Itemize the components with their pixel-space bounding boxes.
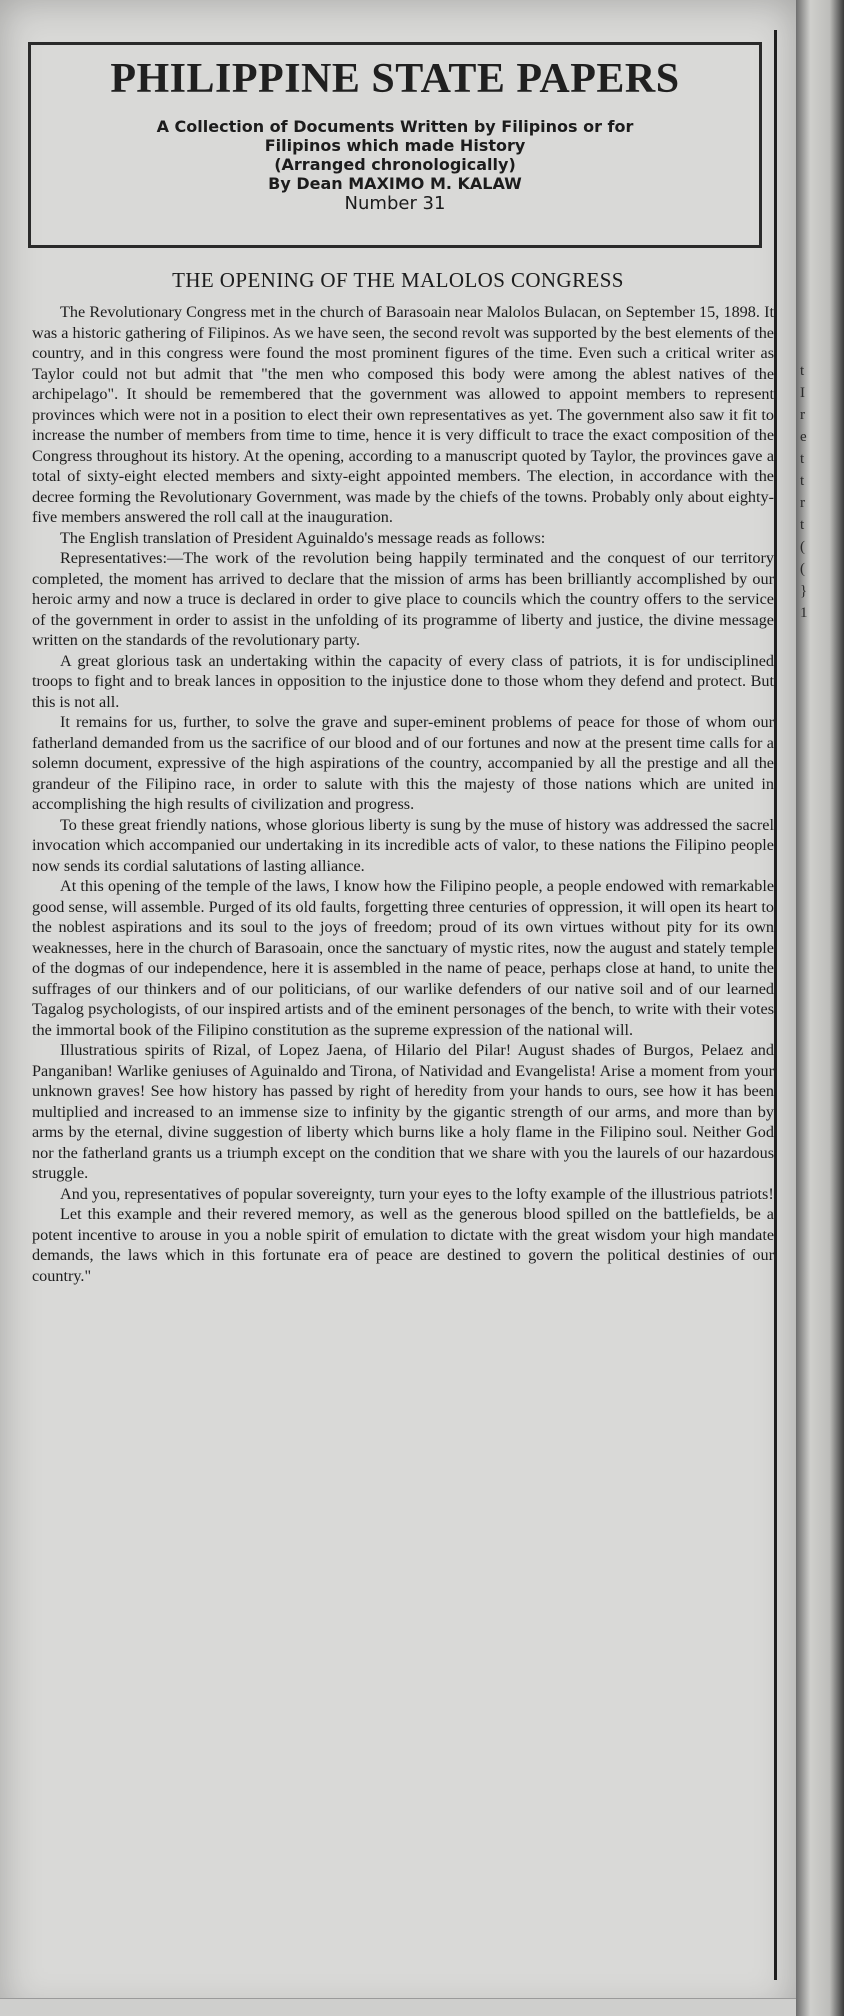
edge-letter: r (800, 407, 805, 423)
paragraph: A great glorious task an undertaking within the capacity of every class of patriots, it is for undisciplined troops to fight and to break lances in opposition to the injustice done to those whom they defend and protect. But this is not all. (32, 651, 774, 711)
paragraph: Representatives:—The work of the revolution being happily terminated and the conquest of our territory completed, the moment has arrived to declare that the mission of arms has been brilliantly accomplished by our heroic army and now a truce is declared in order to give place to councils which the country offers to the service of the government in order to assist in the unfolding of its programme of liberty and justice, the divine message written on the standards of the revolutionary party. (32, 549, 774, 649)
edge-letter: t (800, 517, 805, 533)
series-subtitle-line2: Filipinos which made History (264, 136, 526, 155)
series-subtitle-line1: A Collection of Documents Written by Filipinos or for (156, 117, 634, 136)
edge-letter: I (800, 385, 805, 401)
edge-letter: r (800, 495, 805, 511)
edge-letter: t (800, 451, 805, 467)
paragraph: Let this example and their revered memory, as well as the generous blood spilled on the battlefields, be a potent incentive to arouse in you a noble spirit of emulation to dictate with the great wisdom your high mandate demands, the laws which in this fortunate era of peace are destined to govern the political destinies of our country." (32, 1205, 774, 1285)
paragraph: To these great friendly nations, whose glorious liberty is sung by the muse of history was addressed the sacrel invocation which accompanied our undertaking in its incredible acts of valor, to these nations the Filipino people now sends its cordial salutations of lasting alliance. (32, 815, 774, 875)
adjacent-column-fragments (800, 360, 820, 624)
author-line: By Dean MAXIMO M. KALAW (268, 174, 522, 193)
edge-letter: ( (800, 539, 805, 555)
edge-letter: e (800, 429, 807, 445)
edge-letter: 1 (800, 605, 808, 621)
paragraph: The English translation of President Aguinaldo's message reads as follows: (60, 528, 546, 547)
edge-letter: ( (800, 561, 805, 577)
edge-letter: t (800, 473, 805, 489)
edge-letter: } (800, 583, 808, 599)
edge-letter: t (800, 363, 805, 379)
series-subtitle-line3: (Arranged chronologically) (274, 155, 516, 174)
issue-number: Number 31 (344, 193, 446, 214)
header-box (28, 42, 762, 248)
series-title: PHILIPPINE STATE PAPERS (110, 56, 680, 102)
paragraph: At this opening of the temple of the laws, I know how the Filipino people, a people endowed with remarkable good sense, will assemble. Purged of its old faults, forgetting three centuries of oppression, it will open its heart to the noblest aspirations and its soul to the joys of freedom; proud of its own virtues without pity for its own weaknesses, here in the church of Barasoain, once the sanctuary of mystic rites, now the august and stately temple of the dogmas of our independence, here it is assembled in the name of peace, perhaps close at hand, to unite the suffrages of our thinkers and of our politicians, of our warlike defenders of our native soil and of our learned Tagalog psychologists, of our inspired artists and of the eminent personages of the bench, to write with their votes the immortal book of the Filipino constitution as the supreme expression of the national will. (32, 877, 774, 1039)
paragraph: Illustratious spirits of Rizal, of Lopez Jaena, of Hilario del Pilar! August shades of Burgos, Pelaez and Panganiban! Warlike geniuses of Aguinaldo and Tirona, of Natividad and Evangelista! Arise a moment from your unknown graves! See how history has passed by right of heredity from your hands to ours, see how it has been multiplied and increased to an immense size to infinity by the gigantic strength of our arms, and more than by arms by the eternal, divine suggestion of liberty which burns like a holy flame in the Filipino soul. Neither God nor the fatherland grants us a triumph except on the condition that we share with you the laurels of our hazardous struggle. (32, 1041, 774, 1182)
article-title: THE OPENING OF THE MALOLOS CONGRESS (172, 268, 624, 292)
article-body (32, 302, 774, 1992)
scan-footer-strip (0, 1998, 796, 2016)
paragraph: The Revolutionary Congress met in the church of Barasoain near Malolos Bulacan, on September 15, 1898. It was a historic gathering of Filipinos. As we have seen, the second revolt was supported by the best elements of the country, and in this congress were found the most prominent figures of the time. Even such a critical writer as Taylor could not but admit that "the men who composed this body were among the ablest natives of the archipelago". It should be remembered that the government was allowed to appoint members to represent provinces which were not in a position to elect their own representatives as yet. The government also saw it fit to increase the number of members from time to time, hence it is very difficult to trace the exact composition of the Congress throughout its history. At the opening, according to a manuscript quoted by Taylor, the provinces gave a total of sixty-eight elected members and sixty-eight appointed members. The election, in accordance with the decree forming the Revolutionary Government, was made by the chiefs of the towns. Probably only about eighty-five members answered the roll call at the inauguration. (32, 303, 774, 526)
paragraph: It remains for us, further, to solve the grave and super-eminent problems of peace for those of whom our fatherland demanded from us the sacrifice of our blood and of our fortunes and now at the present time calls for a solemn document, expressive of the high aspirations of the country, accompanied by all the prestige and all the grandeur of the Filipino race, in order to salute with this the majesty of those nations which are united in accomplishing the high results of civilization and progress. (32, 713, 774, 813)
paragraph: And you, representatives of popular sovereignty, turn your eyes to the lofty example of the illustrious patriots! (60, 1184, 774, 1203)
column-fold-line (774, 30, 777, 1980)
adjacent-page-edge (796, 0, 844, 2016)
